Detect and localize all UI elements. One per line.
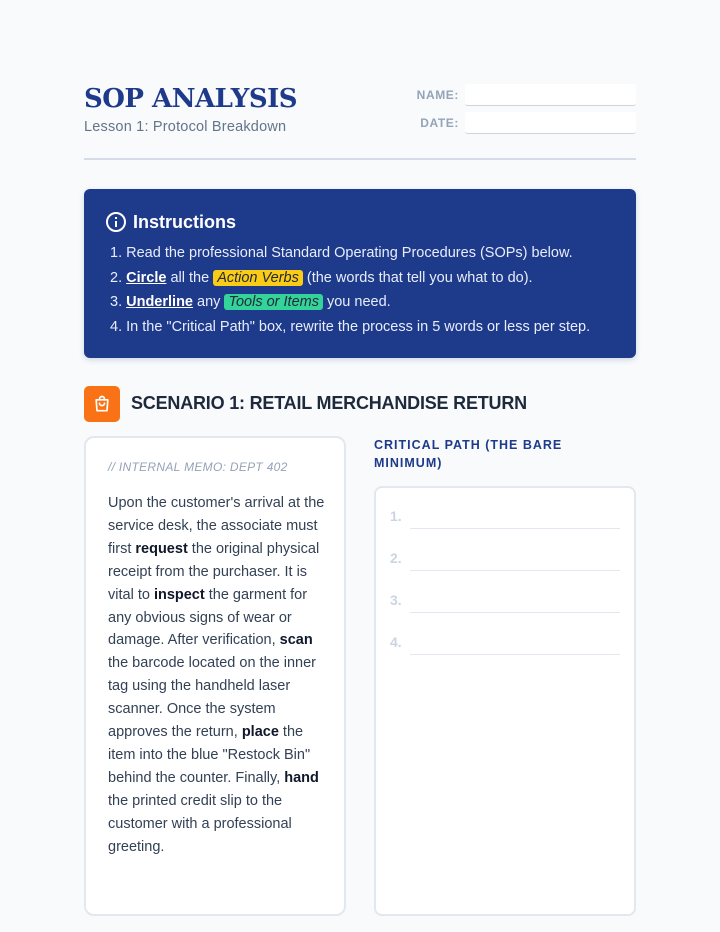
instructions-panel (84, 189, 636, 358)
critical-path-step[interactable]: 1. (390, 508, 622, 528)
page-title: SOP ANALYSIS (84, 84, 298, 114)
answer-line[interactable] (410, 570, 620, 571)
worksheet-page (84, 0, 636, 932)
memo-tag: // INTERNAL MEMO: DEPT 402 (108, 460, 288, 474)
instruction-item: 4. In the "Critical Path" box, rewrite the process in 5 words or less per step. (110, 318, 591, 335)
critical-path-step[interactable]: 2. (390, 550, 622, 570)
date-label: DATE: (420, 116, 459, 130)
name-field[interactable] (465, 84, 636, 106)
page-subtitle: Lesson 1: Protocol Breakdown (84, 119, 287, 135)
circle-keyword: Circle (126, 269, 167, 286)
instructions-title: Instructions (133, 211, 237, 232)
answer-line[interactable] (410, 612, 620, 613)
action-verb[interactable]: inspect (153, 586, 205, 603)
underline-keyword: Underline (126, 294, 193, 311)
date-field[interactable] (465, 112, 636, 134)
action-verb[interactable]: request (135, 540, 188, 557)
header (84, 84, 636, 136)
tools-items-tag: Tools or Items (224, 294, 323, 310)
memo-card (84, 436, 346, 916)
scenario-title: SCENARIO 1: RETAIL MERCHANDISE RETURN (131, 393, 527, 413)
instructions-heading (106, 211, 236, 233)
header-divider (84, 158, 636, 160)
shopping-bag-icon (84, 386, 120, 422)
critical-path-label: CRITICAL PATH (THE BARE MINIMUM) (374, 438, 563, 470)
instruction-item: 1. Read the professional Standard Operating Procedures (SOPs) below. (110, 245, 573, 261)
action-verb[interactable]: hand (284, 769, 319, 786)
action-verb[interactable]: place (241, 724, 279, 741)
info-circle-icon (106, 212, 126, 232)
answer-line[interactable] (410, 654, 620, 655)
critical-path-step[interactable]: 4. (390, 634, 622, 654)
action-verb[interactable]: scan (279, 632, 313, 649)
memo-text: Upon the customer's arrival at the service desk, the associate must first request the original physical receipt from the purchaser. It is vital to inspect the garment for any obvious signs of wear or damage. After verification, scan the barcode located on the inner tag using the handheld laser scanner. Once the system approves the return, place the item into the blue "Restock Bin" behind the counter. Finally, hand the printed credit slip to the customer with a professional greeting. (108, 495, 325, 855)
instruction-item: 2. Circle all the Action Verbs (the words that tell you what to do). (110, 269, 533, 286)
instruction-item: 3. Underline any Tools or Items you need. (110, 294, 391, 311)
critical-path-step[interactable]: 3. (390, 592, 622, 612)
critical-path-box (374, 486, 636, 916)
instructions-list (110, 241, 590, 339)
answer-line[interactable] (410, 528, 620, 529)
name-label: NAME: (416, 88, 459, 102)
action-verbs-tag: Action Verbs (213, 270, 303, 286)
